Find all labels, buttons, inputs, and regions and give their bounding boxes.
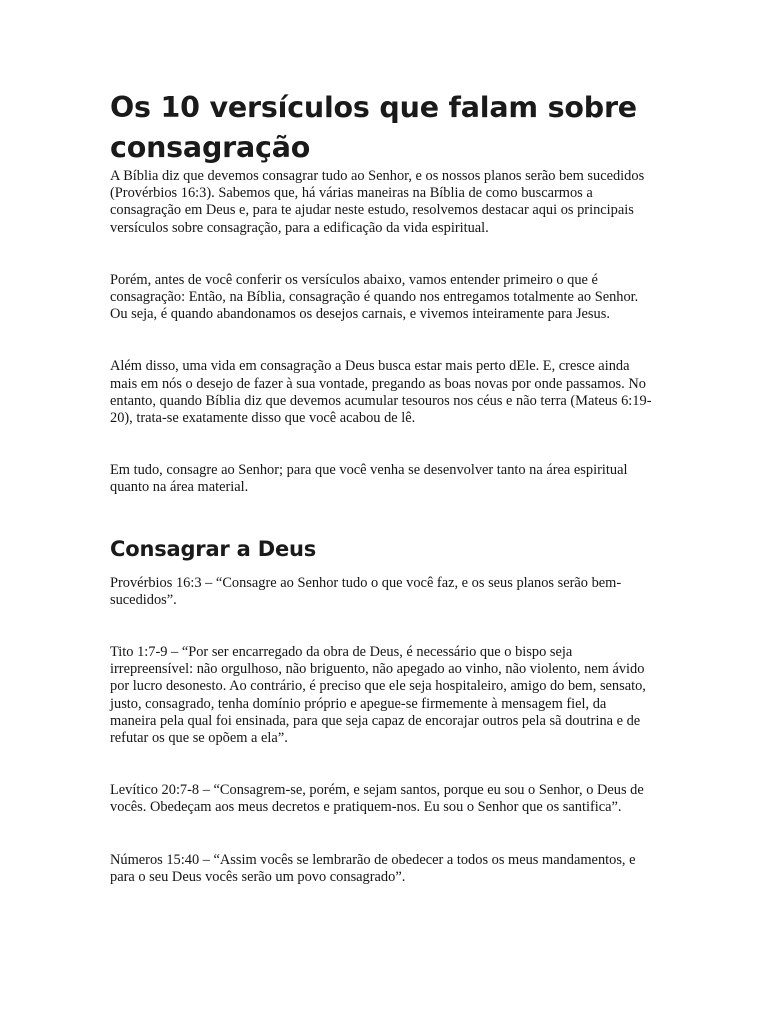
intro-paragraph: Porém, antes de você conferir os versículos abaixo, vamos entender primeiro o que é consagração: Então, na Bíblia, consagração é quando nos entregamos totalmente ao Senhor. Ou seja, é quando abandonamos os desejos carnais, e vivemos inteiramente para Jesus. [110,271,639,323]
verses-list [110,575,655,886]
verse-paragraph: Números 15:40 – “Assim vocês se lembrarão de obedecer a todos os meus mandamentos, e para o seu Deus vocês serão um povo consagrado”. [110,851,636,885]
intro-paragraph: A Bíblia diz que devemos consagrar tudo ao Senhor, e os nossos planos serão bem sucedidos (Provérbios 16:3). Sabemos que, há várias maneiras na Bíblia de como buscarmos a consagração em Deus e, para te ajudar neste estudo, resolvemos destacar aqui os principais versículos sobre consagração, para a edificação da vida espiritual. [110,168,645,236]
document-content [110,88,655,886]
verse-paragraph: Tito 1:7-9 – “Por ser encarregado da obra de Deus, é necessário que o bispo seja irrepreensível: não orgulhoso, não briguento, não apegado ao vinho, não violento, nem ávido por lucro desonesto. Ao contrário, é preciso que ele seja hospitaleiro, amigo do bem, sensato, justo, consagrado, tenha domínio próprio e apegue-se firmemente à mensagem fiel, da maneira pela qual foi ensinada, para que seja capaz de encorajar outros pela sã doutrina e de refutar os que se opõem a ela”. [110,644,646,747]
verse-paragraph: Provérbios 16:3 – “Consagre ao Senhor tudo o que você faz, e os seus planos serão bem-sucedidos”. [110,574,622,608]
intro-paragraph: Em tudo, consagre ao Senhor; para que você venha se desenvolver tanto na área espiritual quanto na área material. [110,462,628,496]
document-title: Os 10 versículos que falam sobre consagração [110,91,637,164]
intro-section [110,168,655,497]
section-heading: Consagrar a Deus [110,536,317,561]
verse-paragraph: Levítico 20:7-8 – “Consagrem-se, porém, e sejam santos, porque eu sou o Senhor, o Deus de vocês. Obedeçam aos meus decretos e pratiquem-nos. Eu sou o Senhor que os santifica”. [110,782,644,816]
intro-paragraph: Além disso, uma vida em consagração a Deus busca estar mais perto dEle. E, cresce ainda mais em nós o desejo de fazer à sua vontade, pregando as boas novas por onde passamos. No entanto, quando Bíblia diz que devemos acumular tesouros nos céus e não terra (Mateus 6:19-20), trata-se exatamente disso que você acabou de lê. [110,358,652,427]
